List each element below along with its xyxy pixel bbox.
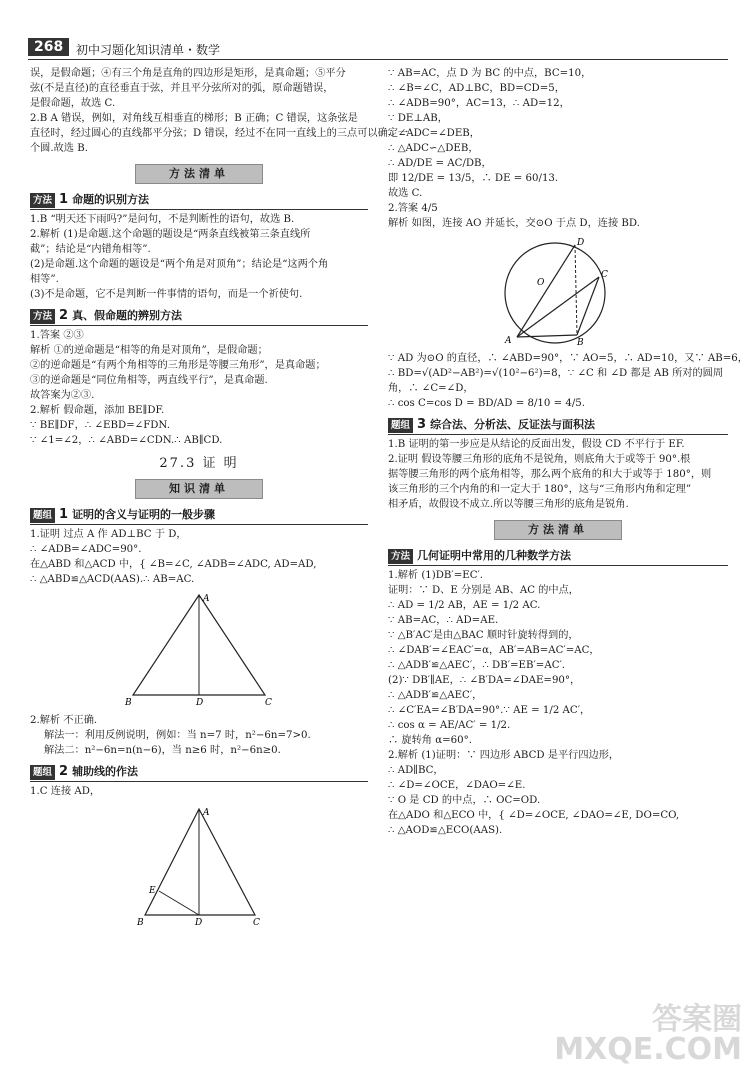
text-line: 角，∴ ∠C=∠D，: [388, 383, 474, 394]
label-e: E: [149, 886, 156, 896]
page-number: 268: [28, 38, 69, 56]
label-d: D: [577, 238, 585, 248]
text-line: ∴ ∠C′EA=∠B′DA=90°.∵ AE = 1/2 AC′，: [388, 705, 591, 716]
text-line: 证明：∵ D、E 分别是 AB、AC 的中点，: [388, 585, 579, 596]
text-line: (2)∵ DB′∥AE，∴ ∠B′DA=∠DAE=90°，: [388, 675, 581, 686]
text-line: ∵ O 是 CD 的中点，∴ OC=OD.: [388, 795, 541, 806]
text-line: 误，是假命题；④有三个角是直角的四边形是矩形，是真命题；⑤平分: [30, 68, 346, 79]
text-line: ∵ DE⊥AB，: [388, 113, 448, 124]
label-c: C: [265, 698, 272, 708]
label-d: D: [195, 918, 203, 928]
method-1-heading: 方法 1 命题的识别方法: [30, 192, 368, 210]
text-line: ∴ AD = 1/2 AB，AE = 1/2 AC.: [388, 600, 541, 611]
section-title: 27.3 证 明: [159, 456, 239, 471]
text-line: ∴ △ABD≌△ACD(AAS).∴ AB=AC.: [30, 574, 195, 585]
text-line: (3)不是命题，它不是判断一件事情的语句，而是一个祈使句.: [30, 289, 303, 300]
text-line: ∴ AD/DE = AC/DB，: [388, 158, 492, 169]
right-column: [388, 66, 748, 838]
text-line: 2.B A 错误，例如，对角线互相垂直的梯形；B 正确；C 错误，这条弦是: [30, 113, 358, 124]
method-list-banner: 方法清单: [494, 520, 622, 540]
text-line: 据等腰三角形的两个底角相等，那么两个底角的和大于或等于 180°，则: [388, 469, 712, 480]
text-line: 故选 C.: [388, 188, 423, 199]
text-line: ∴ cos α = AE/AC′ = 1/2.: [388, 720, 511, 731]
text-line: ∵ AD 为⊙O 的直径，∴ ∠ABD=90°，∵ AO=5，∴ AD=10，又∵ AB=6，: [388, 353, 748, 364]
text-line: 故答案为②③.: [30, 390, 95, 401]
text-line: ∵ ∠1=∠2，∴ ∠ABD=∠CDN.∴ AB∥CD.: [30, 435, 223, 446]
text-line: 相矛盾，故假设不成立.所以等腰三角形的底角是锐角.: [388, 499, 629, 510]
text-line: (2)是命题.这个命题的题设是“两个角是对顶角”；结论是“这两个角: [30, 259, 329, 270]
header-title: 初中习题化知识清单・数学: [76, 43, 221, 57]
left-column: [30, 66, 409, 935]
text-line: 直径时，经过圆心的直线都平分弦；D 错误，经过不在同一直线上的三点可以确定一: [30, 128, 409, 139]
text-line: 解析 如图，连接 AO 并延长，交⊙O 于点 D，连接 BD.: [388, 218, 640, 229]
label-b: B: [137, 918, 144, 928]
text-line: ∴ ∠ADB=∠ADC=90°.: [30, 544, 142, 555]
text-line: ∴ ∠ADB=90°，AC=13，∴ AD=12，: [388, 98, 570, 109]
text-line: 解法一：利用反例说明，例如：当 n=7 时，n²−6n=7>0.: [44, 730, 311, 741]
label-a: A: [203, 594, 210, 604]
text-line: ∴ cos C=cos D = BD/AD = 8/10 = 4/5.: [388, 398, 585, 409]
text-line: 即 12/DE = 13/5，∴ DE = 60/13.: [388, 173, 559, 184]
text-line: 1.B 证明的第一步应是从结论的反面出发，假设 CD 不平行于 EF.: [388, 439, 685, 450]
label-b: B: [125, 698, 132, 708]
method-list-banner: 方法清单: [135, 164, 263, 184]
text-line: ∴ ∠DAB′=∠EAC′=α，AB′=AB=AC′=AC，: [388, 645, 600, 656]
text-line: 截”；结论是“内错角相等”.: [30, 244, 151, 255]
text-line: 是假命题，故选 C.: [30, 98, 116, 109]
text-line: 个圆.故选 B.: [30, 143, 88, 154]
text-line: 弦(不是直径)的直径垂直于弦，并且平分弦所对的弧，原命题错误，: [30, 83, 334, 94]
text-line: 该三角形的三个内角的和一定大于 180°，这与“三角形内角和定理”: [388, 484, 692, 495]
method-heading: 方法 几何证明中常用的几种数学方法: [388, 548, 728, 566]
text-line: ②的逆命题是“有两个角相等的三角形是等腰三角形”，是真命题；: [30, 360, 326, 371]
text-line: ∵ △B′AC′是由△BAC 顺时针旋转得到的，: [388, 630, 579, 641]
text-line: ∴ △ADC∽△DEB，: [388, 143, 479, 154]
label-d: D: [196, 698, 204, 708]
text-line: ∴ △AOD≌△ECO(AAS).: [388, 825, 503, 836]
text-line: 2.解析 不正确.: [30, 715, 98, 726]
group-1-heading: 题组 1 证明的含义与证明的一般步骤: [30, 507, 368, 525]
text-line: ∴ 旋转角 α=60°.: [388, 735, 472, 746]
text-line: ∴ △ADB′≌△AEC′，: [388, 690, 483, 701]
text-line: ∴ ∠B=∠C，AD⊥BC，BD=CD=5，: [388, 83, 565, 94]
text-line: ③的逆命题是“同位角相等，两直线平行”，是真命题.: [30, 375, 268, 386]
text-line: 在△ADO 和△ECO 中，{ ∠D=∠OCE, ∠DAO=∠E, DO=CO,: [388, 810, 680, 821]
text-line: ∴ BD=√(AD²−AB²)=√(10²−6²)=8，∵ ∠C 和 ∠D 都是 AB 所对的圆周: [388, 368, 724, 379]
text-line: 相等”.: [30, 274, 59, 285]
text-line: ∴ ∠ADC=∠DEB，: [388, 128, 480, 139]
label-o: O: [537, 278, 545, 288]
label-a: A: [203, 808, 210, 818]
text-line: ∴ AD∥BC，: [388, 765, 444, 776]
text-line: 1.C 连接 AD，: [30, 786, 101, 797]
text-line: 解析 ①的逆命题是“相等的角是对顶角”，是假命题；: [30, 345, 268, 356]
label-c: C: [253, 918, 260, 928]
watermark: 答案圈 MXQE.COM: [554, 1002, 742, 1067]
label-a: A: [505, 336, 512, 346]
page-header: [28, 38, 728, 60]
text-line: ∵ BE∥DF，∴ ∠EBD=∠FDN.: [30, 420, 170, 431]
text-line: 2.解析 (1)证明：∵ 四边形 ABCD 是平行四边形，: [388, 750, 620, 761]
label-b: B: [577, 338, 584, 347]
method-2-heading: 方法 2 真、假命题的辨别方法: [30, 308, 368, 326]
knowledge-list-banner: 知识清单: [135, 479, 263, 499]
text-line: 2.解析 假命题，添加 BE∥DF.: [30, 405, 165, 416]
text-line: ∴ ∠D=∠OCE，∠DAO=∠E.: [388, 780, 526, 791]
circle-figure: [493, 235, 623, 347]
text-line: ∵ AB=AC，点 D 为 BC 的中点，BC=10，: [388, 68, 592, 79]
text-line: 在△ABD 和△ACD 中，{ ∠B=∠C, ∠ADB=∠ADC, AD=AD,: [30, 559, 317, 570]
text-line: 2.答案 4/5: [388, 203, 438, 214]
text-line: ∴ △ADB′≌△AEC′，∴ DB′=EB′=AC′.: [388, 660, 566, 671]
text-line: 2.证明 假设等腰三角形的底角不是锐角，则底角大于或等于 90°.根: [388, 454, 691, 465]
label-c: C: [601, 270, 608, 280]
text-line: 解法二：n²−6n=n(n−6)，当 n≥6 时，n²−6n≥0.: [44, 745, 281, 756]
triangle-auxiliary-line-figure: [129, 803, 269, 931]
text-line: 1.答案 ②③: [30, 330, 84, 341]
text-line: 2.解析 (1)是命题.这个命题的题设是“两条直线被第三条直线所: [30, 229, 311, 240]
text-line: ∵ AB=AC，∴ AD=AE.: [388, 615, 499, 626]
group-2-heading: 题组 2 辅助线的作法: [30, 764, 368, 782]
isosceles-triangle-figure: [119, 591, 279, 709]
text-line: 1.B “明天还下雨吗?”是问句，不是判断性的语句，故选 B.: [30, 214, 295, 225]
text-line: 1.证明 过点 A 作 AD⊥BC 于 D，: [30, 529, 187, 540]
group-3-heading: 题组 3 综合法、分析法、反证法与面积法: [388, 417, 728, 435]
text-line: 1.解析 (1)DB′=EC′.: [388, 570, 484, 581]
